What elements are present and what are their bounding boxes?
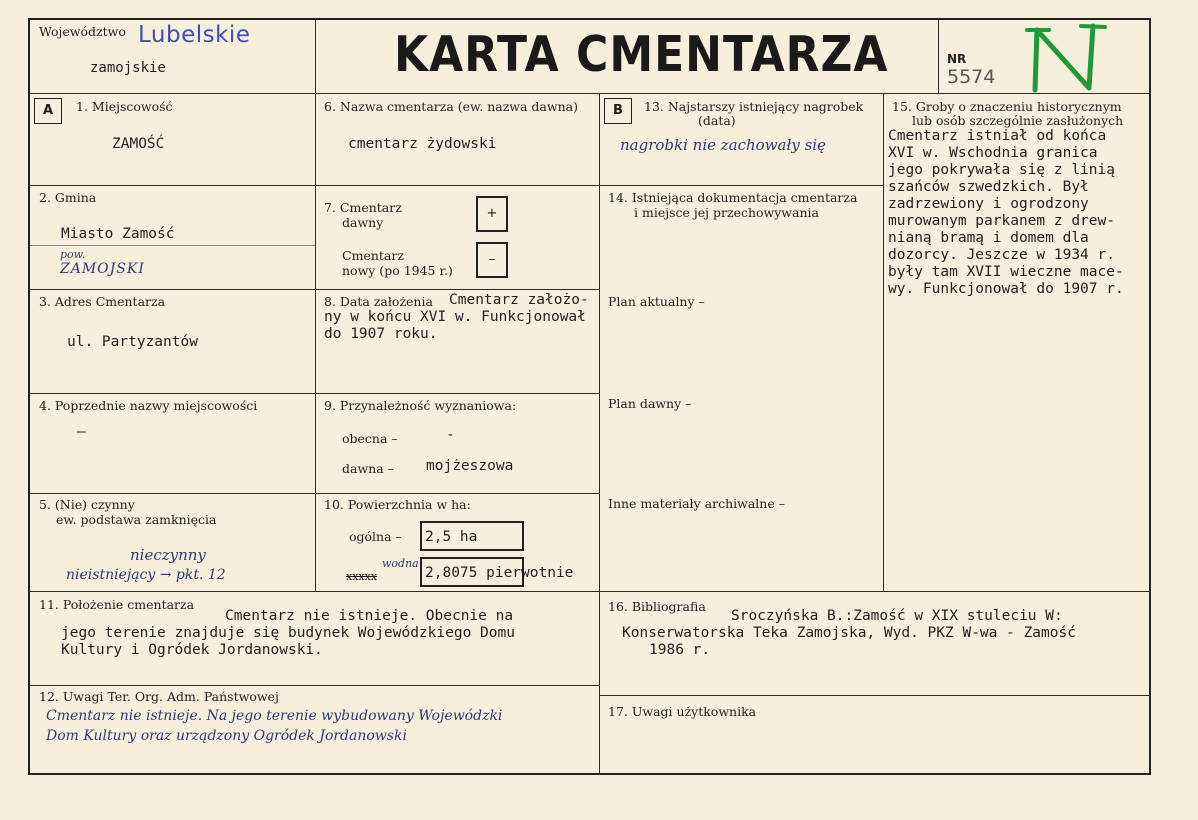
field-4-label: 4. Poprzednie nazwy miejscowości [39, 398, 258, 413]
field-16-cell [600, 592, 1151, 696]
field-15-cell [884, 94, 1151, 592]
section-a-box: A [34, 98, 62, 124]
field-5-sublabel: ew. podstawa zamknięcia [56, 512, 217, 527]
field-7-nowy-label: nowy (po 1945 r.) [342, 263, 453, 278]
field-6-label: 6. Nazwa cmentarza (ew. nazwa dawna) [324, 99, 578, 114]
nr-cell [939, 20, 1151, 94]
field-15-line: jego pokrywała się z linią [888, 162, 1115, 178]
field-15-sublabel: lub osób szczególnie zasłużonych [912, 113, 1124, 128]
nr-label: NR [947, 52, 967, 66]
cemetery-card [28, 18, 1151, 775]
field-11-line-1: Cmentarz nie istnieje. Obecnie na [225, 608, 514, 624]
field-2-hand-pow: pow. [60, 248, 86, 261]
field-5-label: 5. (Nie) czynny [39, 497, 135, 512]
field-10-uzytkowa-hand: wodna [382, 557, 419, 570]
nr-value: 5574 [947, 66, 996, 88]
field-13-sublabel: (data) [698, 113, 736, 128]
field-8-value-2: ny w końcu XVI w. Funkcjonował [324, 309, 586, 325]
field-2-label: 2. Gmina [39, 190, 97, 205]
field-8-value-3: do 1907 roku. [324, 326, 438, 342]
wojewodztwo-stamp: Lubelskie [138, 22, 251, 48]
field-5-hand-1: nieczynny [130, 546, 206, 564]
field-2-value: Miasto Zamość [61, 226, 175, 242]
field-11-line-3: Kultury i Ogródek Jordanowski. [61, 642, 323, 658]
field-14-label: 14. Istniejąca dokumentacja cmentarza [608, 190, 858, 205]
field-10-uzytkowa-struck: xxxxx [346, 570, 378, 583]
field-15-line: wy. Funkcjonował do 1907 r. [888, 281, 1124, 297]
field-14-inne: Inne materiały archiwalne – [608, 496, 785, 511]
field-15-line: nianą bramą i domem dla [888, 230, 1089, 246]
field-15-line: szańców szwedzkich. Był [888, 179, 1089, 195]
field-3-cell [30, 290, 316, 394]
field-9-obecna-label: obecna – [342, 431, 398, 446]
field-9-cell [316, 394, 600, 494]
field-6-cell [316, 94, 600, 186]
field-7-dawny-label: dawny [342, 215, 384, 230]
field-16-line-2: Konserwatorska Teka Zamojska, Wyd. PKZ W-wa - Zamość [622, 625, 1076, 641]
field-14-cell [600, 186, 884, 592]
field-1-value: ZAMOŚĆ [112, 136, 165, 152]
field-15-line: murowanym parkanem z drew- [888, 213, 1115, 229]
field-11-label: 11. Położenie cmentarza [39, 597, 195, 612]
field-8-label: 8. Data założenia [324, 294, 433, 309]
field-13-cell [600, 94, 884, 186]
field-12-hand-1: Cmentarz nie istnieje. Na jego terenie wybudowany Wojewódzki [46, 708, 503, 724]
field-7-label: 7. Cmentarz [324, 200, 402, 215]
field-14-plan-dawny: Plan dawny – [608, 396, 692, 411]
field-4-value: – [77, 424, 86, 440]
field-10-ogolna-value: 2,5 ha [425, 529, 478, 545]
field-13-hand: nagrobki nie zachowały się [620, 136, 826, 154]
field-15-line: zadrzewiony i ogrodzony [888, 196, 1089, 212]
field-10-label: 10. Powierzchnia w ha: [324, 497, 471, 512]
wojewodztwo-label: Województwo [39, 24, 126, 39]
field-10-cell [316, 494, 600, 592]
field-10-uzytkowa-value: 2,8075 pierwotnie [425, 565, 574, 581]
field-1-label: 1. Miejscowość [76, 99, 173, 114]
field-9-label: 9. Przynależność wyznaniowa: [324, 398, 517, 413]
field-14-sublabel: i miejsce jej przechowywania [634, 205, 819, 220]
field-16-label: 16. Bibliografia [608, 599, 706, 614]
field-12-hand-2: Dom Kultury oraz urządzony Ogródek Jordanowski [46, 728, 407, 744]
field-5-hand-2: nieistniejący → pkt. 12 [66, 567, 226, 583]
field-15-line: Cmentarz istniał od końca [888, 128, 1107, 144]
field-15-line: dozorcy. Jeszcze w 1934 r. [888, 247, 1115, 263]
field-8-cell [316, 290, 600, 394]
field-2-hand-value: ZAMOJSKI [60, 261, 145, 277]
field-7-cmentarz-label: Cmentarz [342, 248, 404, 263]
field-2-divider [30, 245, 316, 246]
field-12-label: 12. Uwagi Ter. Org. Adm. Państwowej [39, 689, 279, 704]
field-7-dawny-checkbox: + [476, 196, 508, 232]
field-8-value-1: Cmentarz założo- [449, 292, 589, 308]
field-16-line-3: 1986 r. [649, 642, 711, 658]
title-cell [316, 20, 939, 94]
section-b-box: B [604, 98, 632, 124]
field-15-line: XVI w. Wschodnia granica [888, 145, 1098, 161]
field-10-ogolna-label: ogólna – [349, 529, 402, 544]
field-11-line-2: jego terenie znajduje się budynek Wojewódzkiego Domu [61, 625, 515, 641]
field-2-cell [30, 186, 316, 290]
field-6-value: cmentarz żydowski [348, 136, 497, 152]
field-11-cell [30, 592, 600, 686]
field-17-label: 17. Uwagi użytkownika [608, 704, 757, 719]
wojewodztwo-old: zamojskie [90, 60, 166, 76]
field-3-value: ul. Partyzantów [67, 334, 198, 350]
field-9-dawna-label: dawna – [342, 461, 394, 476]
field-12-cell [30, 686, 600, 773]
field-5-cell [30, 494, 316, 592]
field-7-cell [316, 186, 600, 290]
field-15-label: 15. Groby o znaczeniu historycznym [892, 99, 1122, 114]
field-9-dawna-value: mojżeszowa [426, 458, 514, 474]
field-7-nowy-checkbox: – [476, 242, 508, 278]
field-4-cell [30, 394, 316, 494]
field-3-label: 3. Adres Cmentarza [39, 294, 166, 309]
field-14-plan-aktualny: Plan aktualny – [608, 294, 705, 309]
field-15-line: były tam XVII wieczne mace- [888, 264, 1124, 280]
field-13-label: 13. Najstarszy istniejący nagrobek [644, 99, 864, 114]
page-title: KARTA CMENTARZA [394, 26, 889, 84]
green-n-mark [1023, 22, 1113, 94]
field-17-cell [600, 696, 1151, 773]
wojewodztwo-cell [30, 20, 316, 94]
field-9-obecna-value: - [446, 427, 455, 443]
field-16-line-1: Sroczyńska B.:Zamość w XIX stuleciu W: [731, 608, 1063, 624]
field-1-cell [30, 94, 316, 186]
